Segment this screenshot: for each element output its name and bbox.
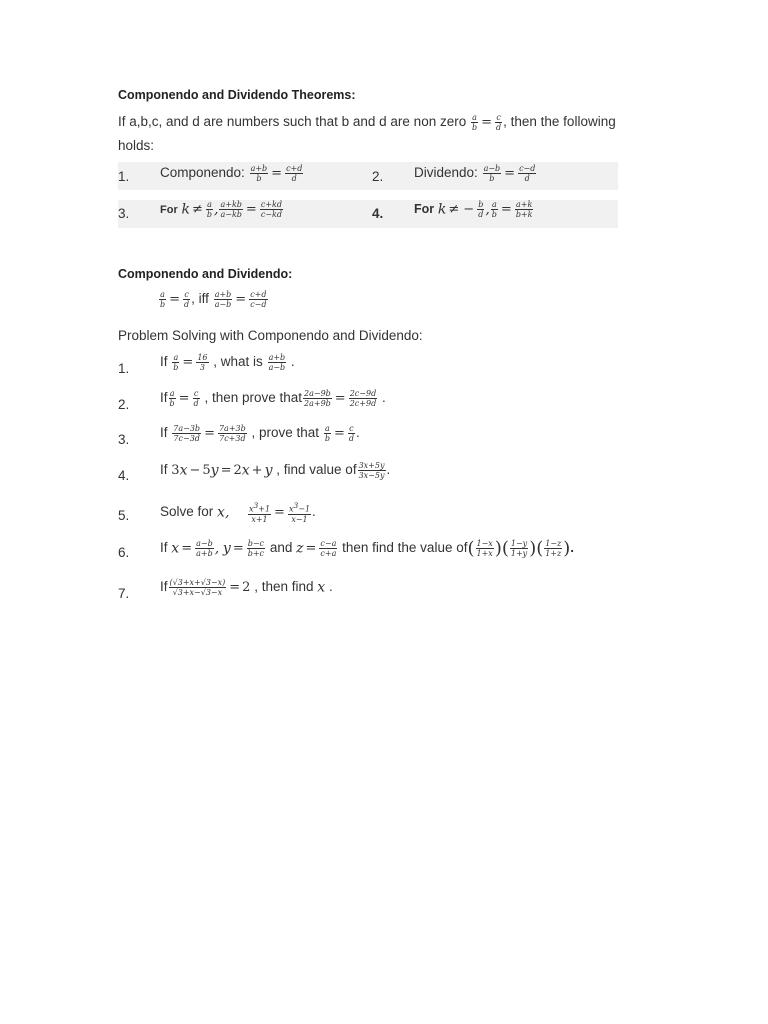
- fraction: $\frac{1-y}{1+y}$: [510, 539, 528, 558]
- problem-number: 7.: [118, 586, 130, 601]
- item-number-1: 1.: [118, 169, 130, 184]
- item-number-3: 3.: [118, 206, 130, 221]
- problem-number: 2.: [118, 397, 130, 412]
- fraction: $\frac{x^3-1}{x-1}$: [288, 501, 311, 524]
- fraction: $\frac{c}{d}$: [348, 424, 354, 443]
- problem-6: If x = $\frac{a-b}{a+b}$ , y = $\frac{b-c}{b+c}$ and z = $\frac{c-a}{c+a}$ then find the value of( $\frac{1-x}{1+x}$ )( $\frac{1-y}{1+y}$ )( $\frac{1-z}{1+z}$ ).: [160, 538, 575, 559]
- intro-text: If a,b,c, and d are numbers such that b and d are non zero: [118, 114, 467, 130]
- fraction: $\frac{c-a}{c+a}$: [320, 539, 337, 558]
- theorems-heading: Componendo and Dividendo Theorems:: [118, 88, 356, 102]
- problem-text: , prove that: [251, 425, 320, 441]
- item-number-4: 4.: [372, 206, 384, 221]
- fraction: $\frac{c+kd}{c-kd}$: [260, 200, 282, 219]
- componendo-label: Componendo:: [160, 165, 245, 181]
- problem-number: 1.: [118, 361, 130, 376]
- fraction: $\frac{a}{b}$: [169, 389, 175, 408]
- iff-text: , iff: [191, 291, 209, 307]
- fraction: $\frac{b-c}{b+c}$: [247, 539, 265, 558]
- fraction: $\frac{a+kb}{a-kb}$: [220, 200, 242, 219]
- fraction: $\frac{2c-9d}{2c+9d}$: [349, 389, 377, 408]
- fraction: $\frac{a+b}{b}$: [250, 164, 268, 183]
- fraction: $\frac{a}{b}$: [324, 424, 330, 443]
- fraction: $\frac{3x+5y}{3x-5y}$: [358, 461, 385, 480]
- problem-text: Solve for: [160, 503, 214, 519]
- problem-text: .: [328, 579, 333, 595]
- fraction: $\frac{1-x}{1+x}$: [476, 539, 493, 558]
- problem-text: .: [290, 354, 295, 370]
- problem-text: , find value of: [276, 462, 357, 478]
- for-label: For: [160, 204, 178, 217]
- fraction: $\frac{c}{d}$: [193, 389, 199, 408]
- problem-number: 4.: [118, 468, 130, 483]
- fraction: $\frac{a+k}{b+k}$: [515, 200, 533, 219]
- fraction: $\frac{x^3+1}{x+1}$: [248, 501, 271, 524]
- fraction: $\frac{a+b}{a-b}$: [214, 290, 232, 309]
- problem-4: If 3x − 5y = 2x + y , find value of $\frac{3x+5y}{3x-5y}$ .: [160, 461, 391, 480]
- fraction: $\frac{a}{b}$: [491, 200, 497, 219]
- fraction: $\frac{a}{b}$: [160, 290, 166, 309]
- cd-rule: $\frac{a}{b}$ = $\frac{c}{d}$ , iff $\frac{a+b}{a-b}$ = $\frac{c+d}{c-d}$: [160, 290, 267, 309]
- rule-3: For k ≠ $\frac{a}{b}$ , $\frac{a+kb}{a-kb}$ = $\frac{c+kd}{c-kd}$: [160, 200, 282, 219]
- fraction: $\frac{(√3+x+√3-x)}{√3+x-√3-x}$: [169, 578, 226, 597]
- fraction: $\frac{a}{b}$: [206, 200, 213, 219]
- fraction: $\frac{7a-3b}{7c-3d}$: [173, 424, 201, 443]
- fraction: $\frac{a+b}{a-b}$: [268, 353, 286, 372]
- fraction: $\frac{c+d}{c-d}$: [250, 290, 267, 309]
- problem-solving-heading: Problem Solving with Componendo and Dividendo:: [118, 328, 423, 343]
- fraction: $\frac{16}{3}$: [197, 353, 208, 372]
- problem-text: then find the value of: [342, 540, 468, 556]
- for-label: For: [414, 202, 435, 217]
- dividendo-label: Dividendo:: [414, 165, 478, 181]
- problem-text: .: [386, 462, 391, 478]
- problem-text: , what is: [213, 354, 263, 370]
- problem-3: If $\frac{7a-3b}{7c-3d}$ = $\frac{7a+3b}{7c+3d}$ , prove that $\frac{a}{b}$ = $\frac{c}{d}$ .: [160, 424, 360, 443]
- fraction: $\frac{a-b}{a+b}$: [196, 539, 213, 558]
- problem-text: If: [160, 425, 168, 441]
- problem-text: .: [355, 425, 360, 441]
- cd-heading: Componendo and Dividendo:: [118, 267, 293, 281]
- problem-number: 3.: [118, 432, 130, 447]
- fraction: $\frac{1-z}{1+z}$: [545, 539, 562, 558]
- intro-holds: holds:: [118, 138, 155, 153]
- intro-line: If a,b,c, and d are numbers such that b and d are non zero $\frac{a}{b}$ = $\frac{c}{d}$ , then the following: [118, 113, 616, 132]
- problem-text: .: [312, 503, 316, 519]
- fraction: $\frac{c}{d}$: [184, 290, 190, 309]
- problem-text: .: [381, 390, 386, 406]
- problem-number: 6.: [118, 545, 130, 560]
- problem-text: and: [269, 540, 293, 556]
- fraction: $\frac{c-d}{d}$: [519, 164, 536, 183]
- problem-text: If: [160, 390, 168, 406]
- problem-text: If: [160, 579, 168, 595]
- fraction-c-over-d: $\frac{c}{d}$: [496, 113, 502, 132]
- problem-text: If: [160, 462, 168, 478]
- componendo-rule: Componendo: $\frac{a+b}{b}$ = $\frac{c+d}{d}$: [160, 164, 303, 183]
- fraction-a-over-b: $\frac{a}{b}$: [471, 113, 478, 132]
- fraction: $\frac{a-b}{b}$: [483, 164, 501, 183]
- problem-2: If $\frac{a}{b}$ = $\frac{c}{d}$ , then prove that $\frac{2a-9b}{2a+9b}$ = $\frac{2c-9d}{2c+9d}$ .: [160, 389, 386, 408]
- problem-text: .: [570, 540, 575, 556]
- intro-then: , then the following: [503, 114, 616, 130]
- problem-text: , then find: [254, 579, 314, 595]
- fraction: $\frac{7a+3b}{7c+3d}$: [218, 424, 246, 443]
- problem-7: If $\frac{(√3+x+√3-x)}{√3+x-√3-x}$ = 2 , then find x .: [160, 578, 333, 597]
- problem-number: 5.: [118, 508, 130, 523]
- fraction: $\frac{c+d}{d}$: [286, 164, 303, 183]
- dividendo-rule: Dividendo: $\frac{a-b}{b}$ = $\frac{c-d}{d}$: [414, 164, 536, 183]
- problem-text: , then prove that: [204, 390, 303, 406]
- fraction: $\frac{b}{d}$: [478, 200, 484, 219]
- problem-5: Solve for x, $\frac{x^3+1}{x+1}$ = $\frac{x^3-1}{x-1}$ .: [160, 501, 316, 524]
- fraction: $\frac{2a-9b}{2a+9b}$: [304, 389, 331, 408]
- rule-4: For k ≠ − $\frac{b}{d}$ , $\frac{a}{b}$ = $\frac{a+k}{b+k}$: [414, 200, 533, 219]
- item-number-2: 2.: [372, 169, 384, 184]
- problem-1: If $\frac{a}{b}$ = $\frac{16}{3}$ , what is $\frac{a+b}{a-b}$ .: [160, 353, 295, 372]
- problem-text: If: [160, 354, 168, 370]
- fraction: $\frac{a}{b}$: [173, 353, 179, 372]
- problem-text: If: [160, 540, 168, 556]
